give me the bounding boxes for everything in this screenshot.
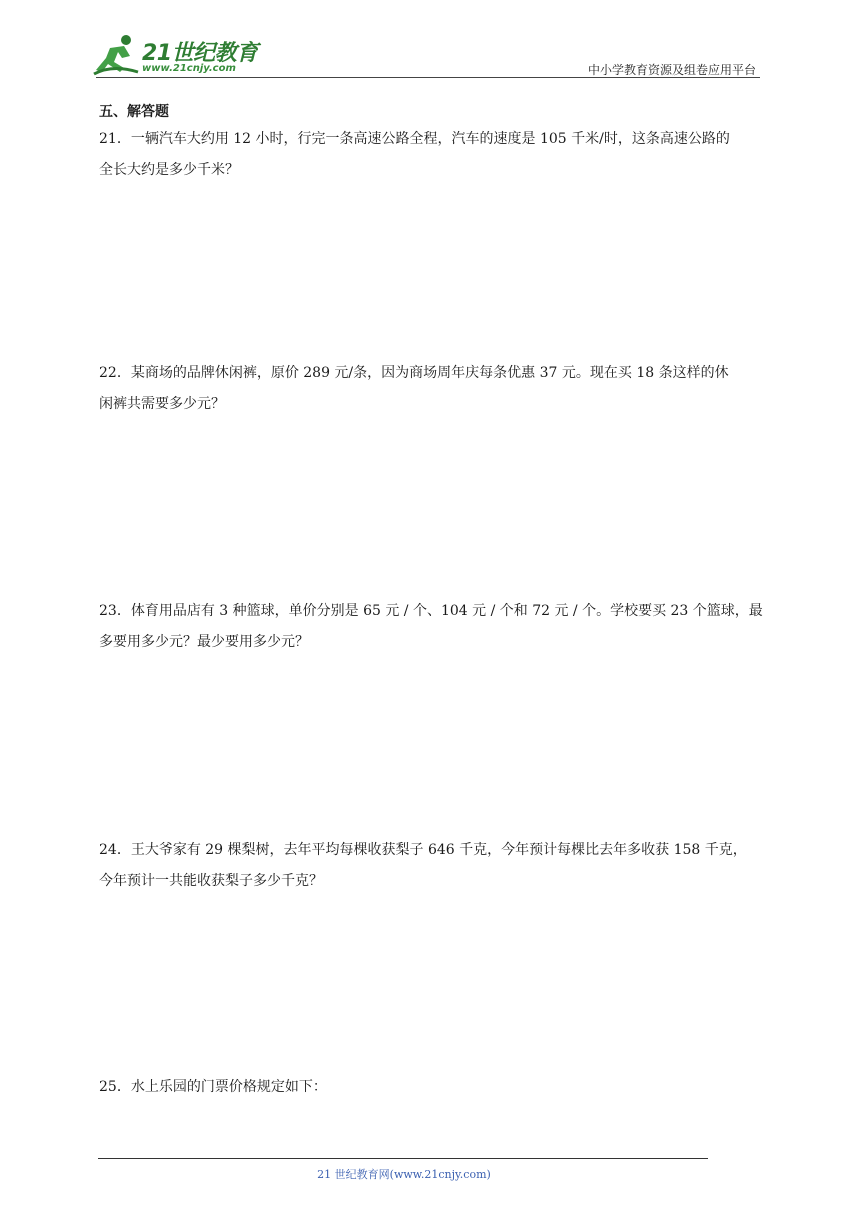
question-25 xyxy=(99,1072,763,1103)
question-22 xyxy=(99,358,763,420)
question-text: 21．一辆汽车大约用 12 小时，行完一条高速公路全程，汽车的速度是 105 千米/时，这条高速公路的 xyxy=(99,131,730,147)
question-text: 23．体育用品店有 3 种篮球，单价分别是 65 元 / 个、104 元 / 个和 72 元 / 个。学校要买 23 个篮球，最 xyxy=(99,603,763,619)
question-text: 多要用多少元？最少要用多少元？ xyxy=(99,634,309,650)
section-title: 五、解答题 xyxy=(99,104,169,120)
question-text: 今年预计一共能收获梨子多少千克？ xyxy=(99,873,323,889)
logo-url: www.21cnjy.com xyxy=(142,63,236,74)
question-24 xyxy=(99,835,763,897)
question-text: 闲裤共需要多少元？ xyxy=(99,396,225,412)
question-text: 全长大约是多少千米？ xyxy=(99,162,239,178)
footer-link[interactable]: 21 世纪教育网(www.21cnjy.com) xyxy=(317,1168,491,1181)
page-header xyxy=(0,0,860,80)
header-divider xyxy=(96,77,760,78)
running-figure-logo-icon xyxy=(92,34,142,78)
logo-title: 21世纪教育 xyxy=(142,41,258,66)
question-21 xyxy=(99,124,763,186)
question-text: 25．水上乐园的门票价格规定如下： xyxy=(99,1079,327,1095)
header-platform-label: 中小学教育资源及组卷应用平台 xyxy=(587,63,756,77)
question-text: 24．王大爷家有 29 棵梨树，去年平均每棵收获梨子 646 千克，今年预计每棵比去年多收获 158 千克， xyxy=(99,842,747,858)
footer-divider xyxy=(98,1158,708,1159)
question-23 xyxy=(99,596,763,658)
question-text: 22．某商场的品牌休闲裤，原价 289 元/条，因为商场周年庆每条优惠 37 元。现在买 18 条这样的休 xyxy=(99,365,729,381)
site-logo xyxy=(92,34,262,78)
